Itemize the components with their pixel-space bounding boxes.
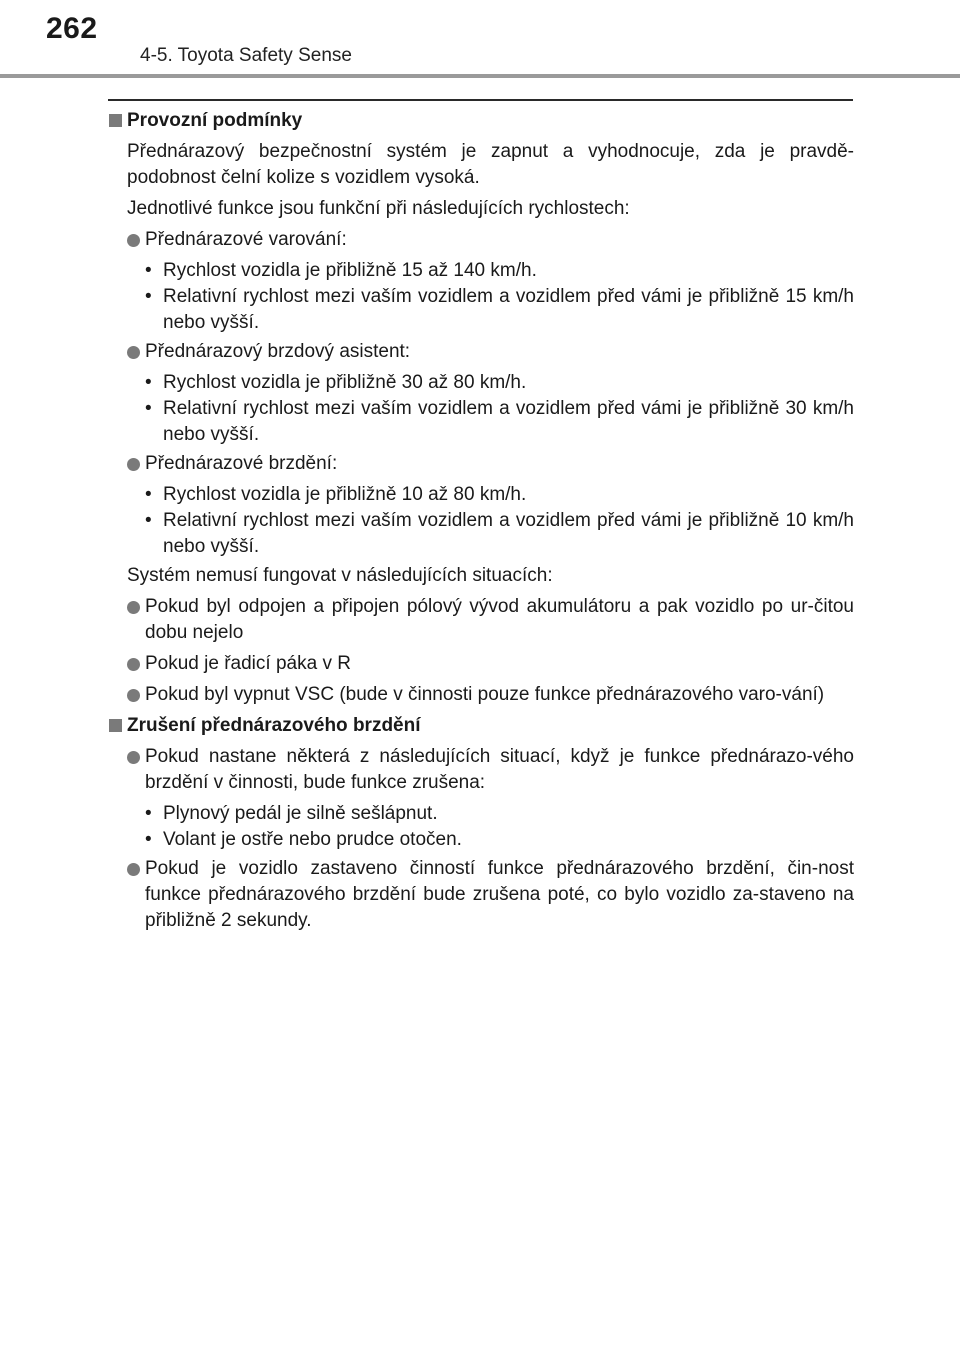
page-content bbox=[108, 108, 854, 939]
bullet-text: Rychlost vozidla je přibližně 10 až 80 km/h. bbox=[163, 484, 527, 505]
cancel-item bbox=[108, 856, 854, 934]
bullet-item bbox=[145, 827, 854, 853]
round-bullet-icon bbox=[127, 658, 140, 671]
bullet-item bbox=[145, 370, 854, 396]
bullet-item bbox=[145, 284, 854, 336]
heading-text: Provozní podmínky bbox=[127, 110, 303, 131]
round-bullet-icon bbox=[127, 458, 140, 471]
header-divider bbox=[0, 74, 960, 78]
function-label: Přednárazový brzdový asistent: bbox=[145, 341, 411, 362]
bullet-glyph: • bbox=[145, 372, 152, 393]
bullet-list bbox=[108, 258, 854, 336]
bullet-text: Rychlost vozidla je přibližně 30 až 80 km/h. bbox=[163, 372, 527, 393]
section-heading-braking-cancel bbox=[108, 713, 854, 739]
section-heading-operating-conditions bbox=[108, 108, 854, 134]
functions-intro: Jednotlivé funkce jsou funkční při následujících rychlostech: bbox=[127, 198, 630, 219]
bullet-glyph: • bbox=[145, 510, 152, 531]
square-marker-icon bbox=[109, 719, 122, 732]
situation-text: Pokud byl odpojen a připojen pólový vývod akumulátoru a pak vozidlo po ur-čitou dobu nejelo bbox=[145, 596, 854, 643]
round-bullet-icon bbox=[127, 863, 140, 876]
square-marker-icon bbox=[109, 114, 122, 127]
cancel-text: Pokud nastane některá z následujících situací, když je funkce přednárazo-vého brzdění v činnosti, bude funkce zrušena: bbox=[145, 746, 854, 793]
function-label: Přednárazové varování: bbox=[145, 229, 347, 250]
round-bullet-icon bbox=[127, 234, 140, 247]
round-bullet-icon bbox=[127, 689, 140, 702]
bullet-item bbox=[145, 396, 854, 448]
bullet-item bbox=[145, 801, 854, 827]
bullet-glyph: • bbox=[145, 803, 152, 824]
heading-text: Zrušení přednárazového brzdění bbox=[127, 715, 421, 736]
situation-text: Pokud byl vypnut VSC (bude v činnosti pouze funkce přednárazového varo-vání) bbox=[145, 684, 825, 705]
bullet-list bbox=[108, 370, 854, 448]
situation-item bbox=[108, 682, 854, 708]
function-label: Přednárazové brzdění: bbox=[145, 453, 338, 474]
bullet-glyph: • bbox=[145, 286, 152, 307]
bullet-glyph: • bbox=[145, 260, 152, 281]
round-bullet-icon bbox=[127, 751, 140, 764]
function-item bbox=[108, 451, 854, 477]
content-top-divider bbox=[108, 99, 853, 101]
bullet-list bbox=[108, 482, 854, 560]
bullet-text: Rychlost vozidla je přibližně 15 až 140 km/h. bbox=[163, 260, 537, 281]
not-working-intro: Systém nemusí fungovat v následujících situacích: bbox=[127, 565, 553, 586]
bullet-text: Relativní rychlost mezi vaším vozidlem a vozidlem před vámi je přibližně 15 km/h nebo vyšší. bbox=[163, 286, 854, 333]
bullet-text: Relativní rychlost mezi vaším vozidlem a vozidlem před vámi je přibližně 30 km/h nebo vyšší. bbox=[163, 398, 854, 445]
bullet-item bbox=[145, 482, 854, 508]
bullet-glyph: • bbox=[145, 829, 152, 850]
cancel-text: Pokud je vozidlo zastaveno činností funkce přednárazového brzdění, čin-nost funkce přednárazového brzdění bude zrušena poté, co bylo vozidlo za-staveno na přibližně 2 sekundy. bbox=[145, 858, 854, 931]
bullet-item bbox=[145, 508, 854, 560]
cancel-item bbox=[108, 744, 854, 796]
bullet-text: Volant je ostře nebo prudce otočen. bbox=[163, 829, 462, 850]
bullet-item bbox=[145, 258, 854, 284]
situation-text: Pokud je řadicí páka v R bbox=[145, 653, 351, 674]
bullet-text: Plynový pedál je silně sešlápnut. bbox=[163, 803, 438, 824]
bullet-text: Relativní rychlost mezi vaším vozidlem a vozidlem před vámi je přibližně 10 km/h nebo vyšší. bbox=[163, 510, 854, 557]
round-bullet-icon bbox=[127, 346, 140, 359]
situation-item bbox=[108, 651, 854, 677]
situation-item bbox=[108, 594, 854, 646]
bullet-glyph: • bbox=[145, 398, 152, 419]
function-item bbox=[108, 339, 854, 365]
page-number: 262 bbox=[46, 12, 98, 45]
intro-paragraph: Přednárazový bezpečnostní systém je zapnut a vyhodnocuje, zda je pravdě-podobnost čelní kolize s vozidlem vysoká. bbox=[127, 141, 854, 188]
section-title: 4-5. Toyota Safety Sense bbox=[140, 45, 352, 66]
function-item bbox=[108, 227, 854, 253]
round-bullet-icon bbox=[127, 601, 140, 614]
bullet-glyph: • bbox=[145, 484, 152, 505]
page-header bbox=[0, 0, 960, 80]
bullet-list bbox=[108, 801, 854, 853]
